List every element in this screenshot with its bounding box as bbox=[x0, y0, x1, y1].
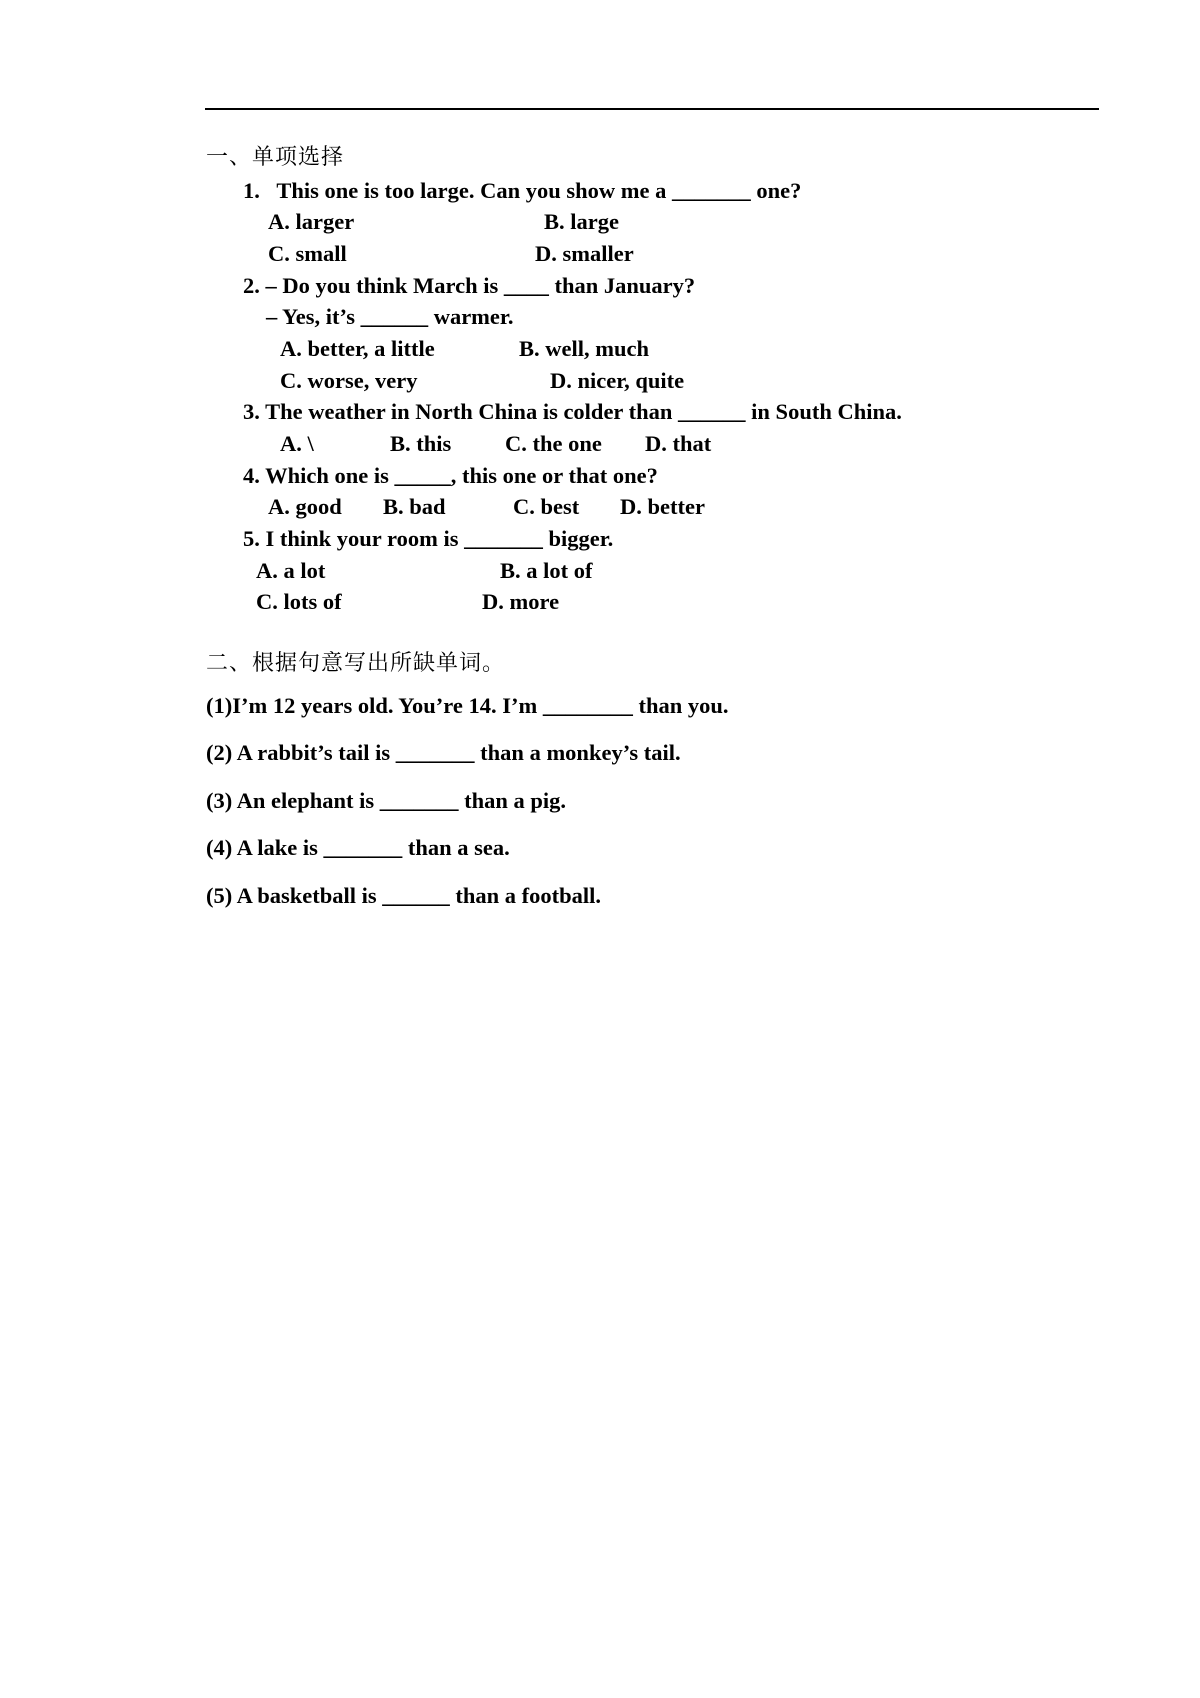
fill-item-3: (3) An elephant is _______ than a pig. bbox=[206, 788, 567, 813]
q1-option-c: C. small bbox=[268, 241, 347, 266]
q2-option-d: D. nicer, quite bbox=[550, 368, 685, 393]
q5-option-a: A. a lot bbox=[256, 558, 326, 583]
fill-item-5: (5) A basketball is ______ than a football. bbox=[206, 883, 602, 908]
fill-item-2: (2) A rabbit’s tail is _______ than a monkey’s tail. bbox=[206, 740, 681, 765]
q2-option-a: A. better, a little bbox=[280, 336, 435, 361]
fill-item-4: (4) A lake is _______ than a sea. bbox=[206, 835, 510, 860]
q1-option-b: B. large bbox=[544, 209, 619, 234]
q4-option-a: A. good bbox=[268, 494, 342, 519]
q3-option-d: D. that bbox=[645, 431, 712, 456]
q4-option-d: D. better bbox=[620, 494, 705, 519]
q1-option-d: D. smaller bbox=[535, 241, 634, 266]
q3-option-a: A. \ bbox=[280, 431, 314, 456]
q2-option-b: B. well, much bbox=[519, 336, 650, 361]
q5-option-c: C. lots of bbox=[256, 589, 342, 614]
q3-option-c: C. the one bbox=[505, 431, 602, 456]
q2-stem: 2. – Do you think March is ____ than January? bbox=[243, 273, 696, 298]
q1-option-a: A. larger bbox=[268, 209, 355, 234]
q2-option-c: C. worse, very bbox=[280, 368, 418, 393]
q4-stem: 4. Which one is _____, this one or that one? bbox=[243, 463, 658, 488]
fill-item-1: (1)I’m 12 years old. You’re 14. I’m ________ than you. bbox=[206, 693, 729, 718]
section2-heading: 二、根据句意写出所缺单词。 bbox=[206, 651, 506, 676]
q4-option-c: C. best bbox=[513, 494, 580, 519]
q1-stem: 1. This one is too large. Can you show me a _______ one? bbox=[243, 178, 802, 203]
q5-option-b: B. a lot of bbox=[500, 558, 593, 583]
q3-option-b: B. this bbox=[390, 431, 452, 456]
q4-option-b: B. bad bbox=[383, 494, 446, 519]
header-rule bbox=[205, 108, 1099, 110]
q5-option-d: D. more bbox=[482, 589, 560, 614]
section1-heading: 一、单项选择 bbox=[206, 145, 345, 170]
q3-stem: 3. The weather in North China is colder than ______ in South China. bbox=[243, 399, 902, 424]
q5-stem: 5. I think your room is _______ bigger. bbox=[243, 526, 614, 551]
q2-stem-reply: – Yes, it’s ______ warmer. bbox=[266, 304, 514, 329]
